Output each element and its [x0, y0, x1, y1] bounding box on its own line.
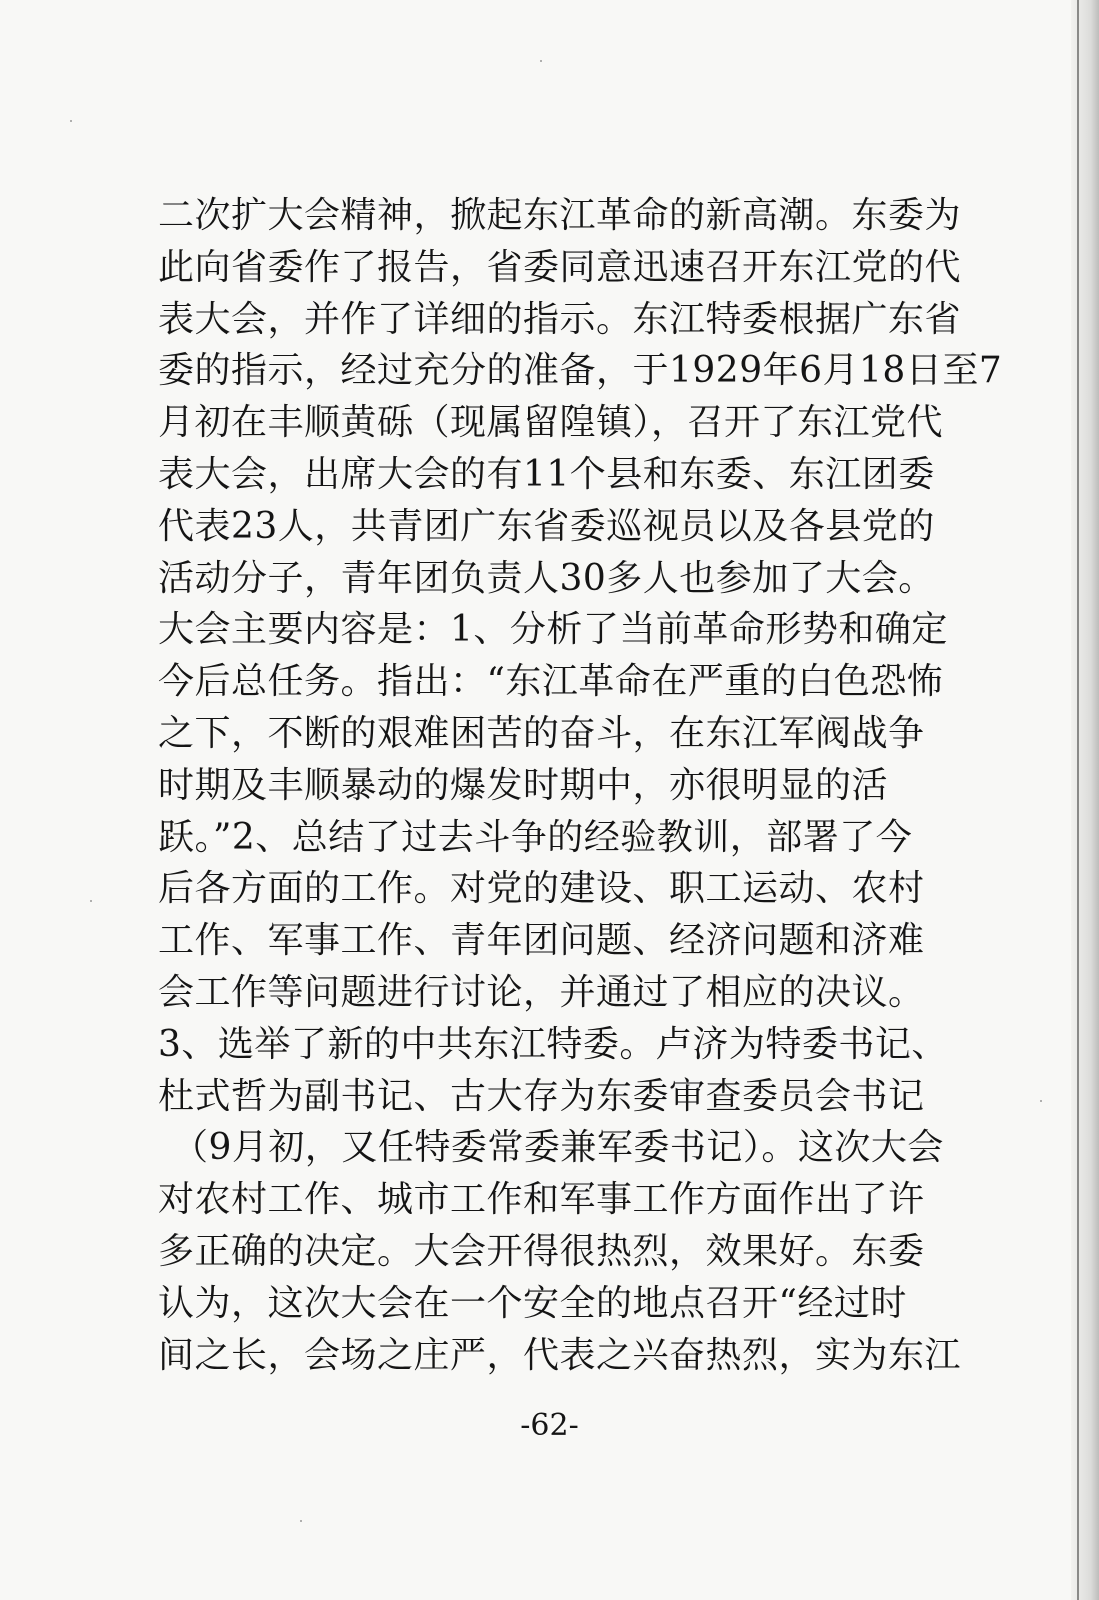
text-line: 今后总任务。指出：“东江革命在严重的白色恐怖: [158, 661, 944, 703]
text-line: 后各方面的工作。对党的建设、职工运动、农村: [158, 868, 925, 910]
text-line: 大会主要内容是：1、分析了当前革命形势和确定: [158, 609, 948, 651]
text-line: 多正确的决定。大会开得很热烈，效果好。东委: [158, 1230, 925, 1272]
text-line: 委的指示，经过充分的准备，于1929年6月18日至7: [158, 350, 1003, 392]
text-line: 会工作等问题进行讨论，并通过了相应的决议。: [158, 971, 925, 1013]
text-line: 表大会，并作了详细的指示。东江特委根据广东省: [158, 298, 962, 340]
text-line: 工作、军事工作、青年团问题、经济问题和济难: [158, 920, 925, 962]
body-text: [158, 190, 1003, 1381]
scan-speck: [90, 900, 92, 902]
page-number: -62-: [520, 1408, 579, 1443]
text-line: 对农村工作、城市工作和军事工作方面作出了许: [158, 1179, 925, 1221]
scan-speck: [540, 60, 542, 62]
text-line: 活动分子，青年团负责人30多人也参加了大会。: [158, 557, 935, 599]
text-line: 3、选举了新的中共东江特委。卢济为特委书记、: [158, 1023, 948, 1065]
text-line: 之下，不断的艰难困苦的奋斗，在东江军阀战争: [158, 712, 925, 754]
text-line: （9月初，又任特委常委兼军委书记）。这次大会: [172, 1127, 944, 1169]
text-line: 时期及丰顺暴动的爆发时期中，亦很明显的活: [158, 764, 889, 806]
text-line: 表大会，出席大会的有11个县和东委、东江团委: [158, 453, 935, 495]
page-edge-line: [1077, 0, 1079, 1600]
text-line: 二次扩大会精神，掀起东江革命的新高潮。东委为: [158, 195, 962, 236]
text-line: 代表23人，共青团广东省委巡视员以及各县党的: [158, 505, 935, 547]
text-line: 间之长，会场之庄严，代表之兴奋热烈，实为东江: [158, 1334, 962, 1376]
text-line: 月初在丰顺黄砾（现属留隍镇），召开了东江党代: [158, 402, 944, 444]
text-line: 此向省委作了报告，省委同意迅速召开东江党的代: [158, 246, 962, 288]
text-line: 杜式哲为副书记、古大存为东委审查委员会书记: [158, 1075, 925, 1117]
text-line: 认为，这次大会在一个安全的地点召开“经过时: [158, 1282, 907, 1324]
scan-speck: [70, 120, 72, 122]
scan-speck: [1040, 1100, 1042, 1102]
scan-speck: [300, 1520, 302, 1522]
page-edge-shadow: [1071, 0, 1099, 1600]
text-line: 跃。”2、总结了过去斗争的经验教训，部署了今: [158, 816, 913, 858]
